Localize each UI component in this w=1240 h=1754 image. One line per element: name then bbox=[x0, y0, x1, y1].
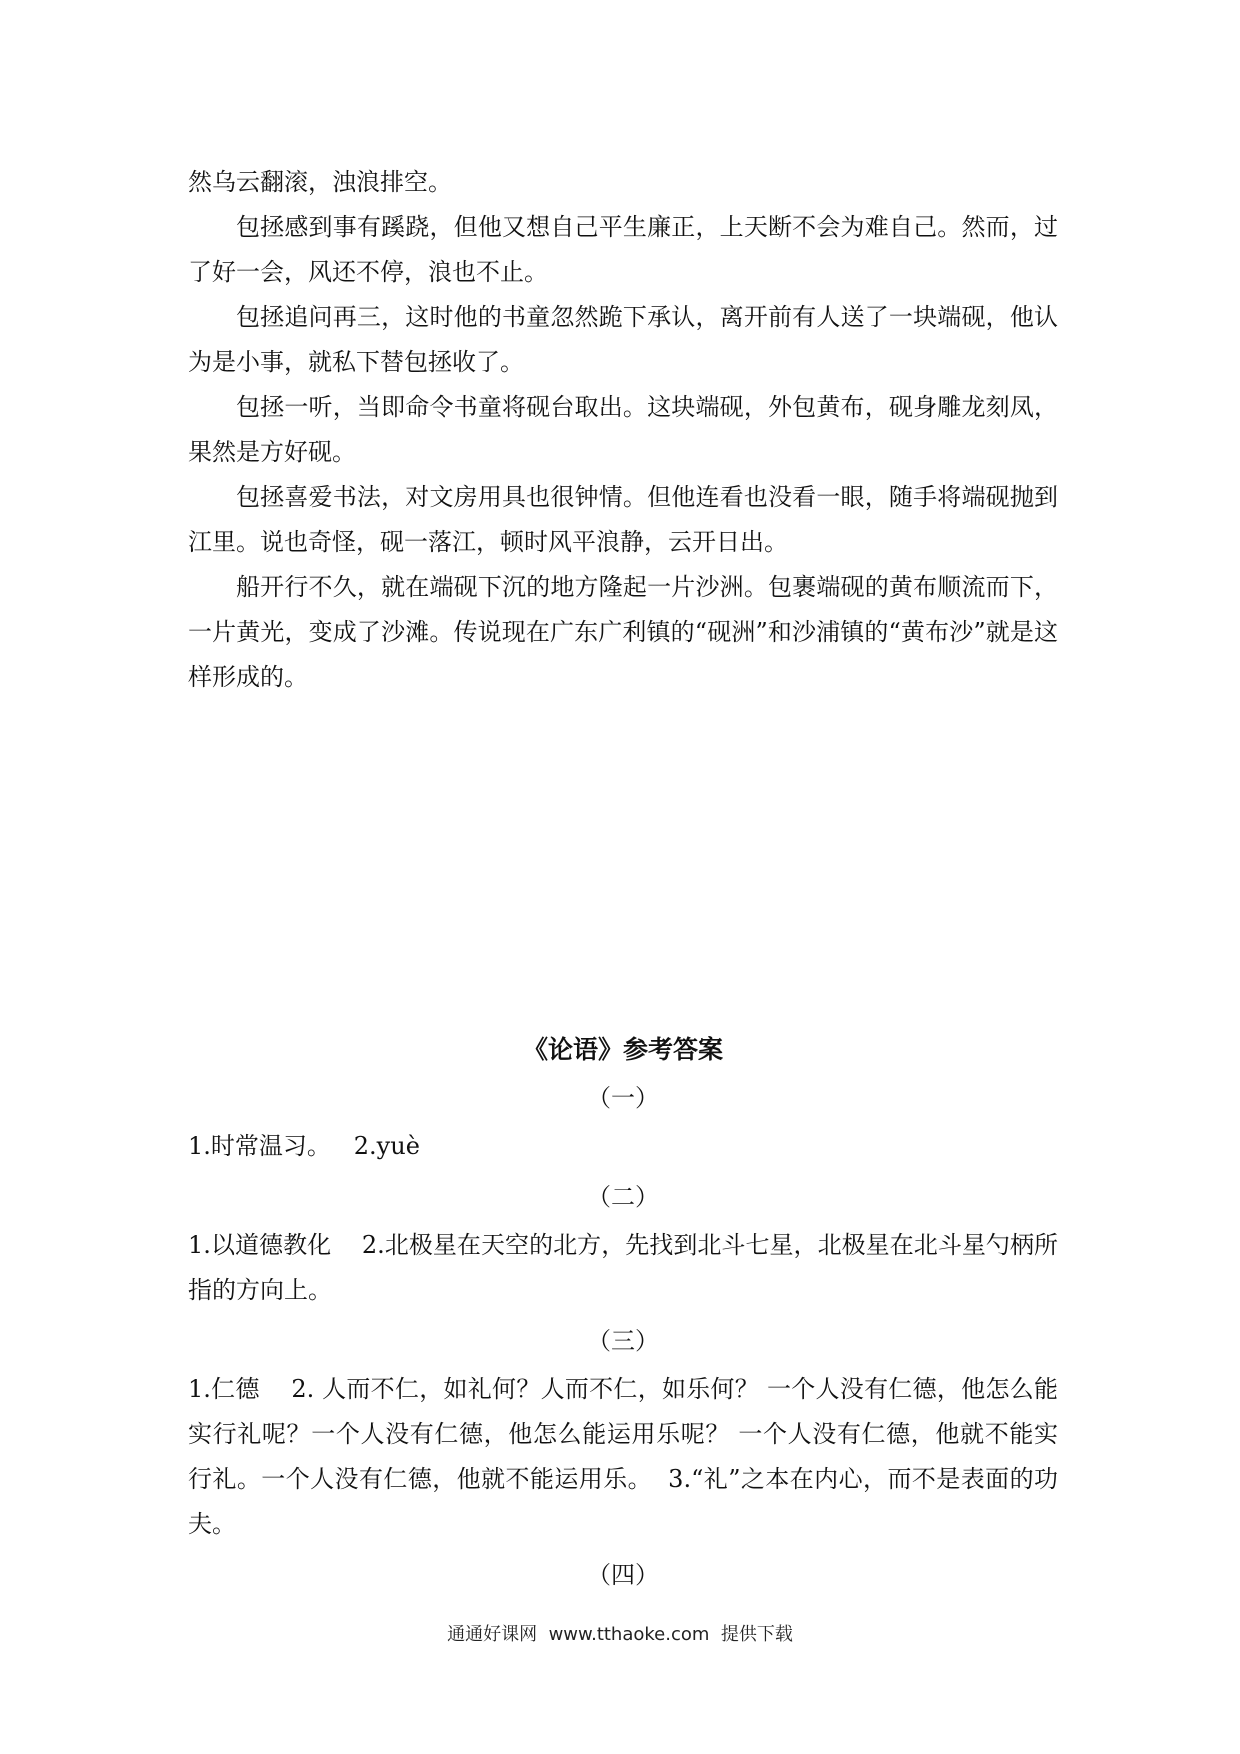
story-paragraph: 包拯喜爱书法，对文房用具也很钟情。但他连看也没看一眼，随手将端砚抛到江里。说也奇怪，砚一落江，顿时风平浪静，云开日出。 bbox=[188, 483, 1058, 556]
section-answer: 1.时常温习。 2.yuè bbox=[188, 1132, 420, 1160]
section-answer: 1.以道德教化 2.北极星在天空的北方，先找到北斗七星，北极星在北斗星勺柄所指的方向上。 bbox=[188, 1231, 1058, 1304]
answer-key-title: 《论语》参考答案 bbox=[522, 1035, 723, 1064]
story-paragraph: 包拯追问再三，这时他的书童忽然跪下承认，离开前有人送了一块端砚，他认为是小事，就私下替包拯收了。 bbox=[188, 303, 1058, 376]
story-paragraph: 包拯感到事有蹊跷，但他又想自己平生廉正，上天断不会为难自己。然而，过了好一会，风还不停，浪也不止。 bbox=[188, 213, 1058, 286]
story-paragraph: 船开行不久，就在端砚下沉的地方隆起一片沙洲。包裹端砚的黄布顺流而下，一片黄光，变成了沙滩。传说现在广东广利镇的“砚洲”和沙浦镇的“黄布沙”就是这样形成的。 bbox=[188, 573, 1058, 691]
answer-key bbox=[188, 1030, 1058, 1601]
story-text bbox=[188, 160, 1058, 700]
story-paragraph: 包拯一听，当即命令书童将砚台取出。这块端砚，外包黄布，砚身雕龙刻凤，果然是方好砚。 bbox=[188, 393, 1058, 466]
section-heading: （三） bbox=[587, 1327, 659, 1355]
section-heading: （四） bbox=[587, 1561, 659, 1589]
page-footer: 通通好课网 www.tthaoke.com 提供下载 bbox=[447, 1624, 793, 1645]
section-heading: （一） bbox=[587, 1084, 659, 1112]
story-paragraph: 然乌云翻滚，浊浪排空。 bbox=[188, 168, 452, 196]
section-heading: （二） bbox=[587, 1183, 659, 1211]
section-answer: 1.仁德 2. 人而不仁，如礼何？人而不仁，如乐何？ 一个人没有仁德，他怎么能实行礼呢？一个人没有仁德，他怎么能运用乐呢？ 一个人没有仁德，他就不能实行礼。一个人没有仁德，他就不能运用乐。 3.“礼”之本在内心，而不是表面的功夫。 bbox=[188, 1375, 1058, 1538]
